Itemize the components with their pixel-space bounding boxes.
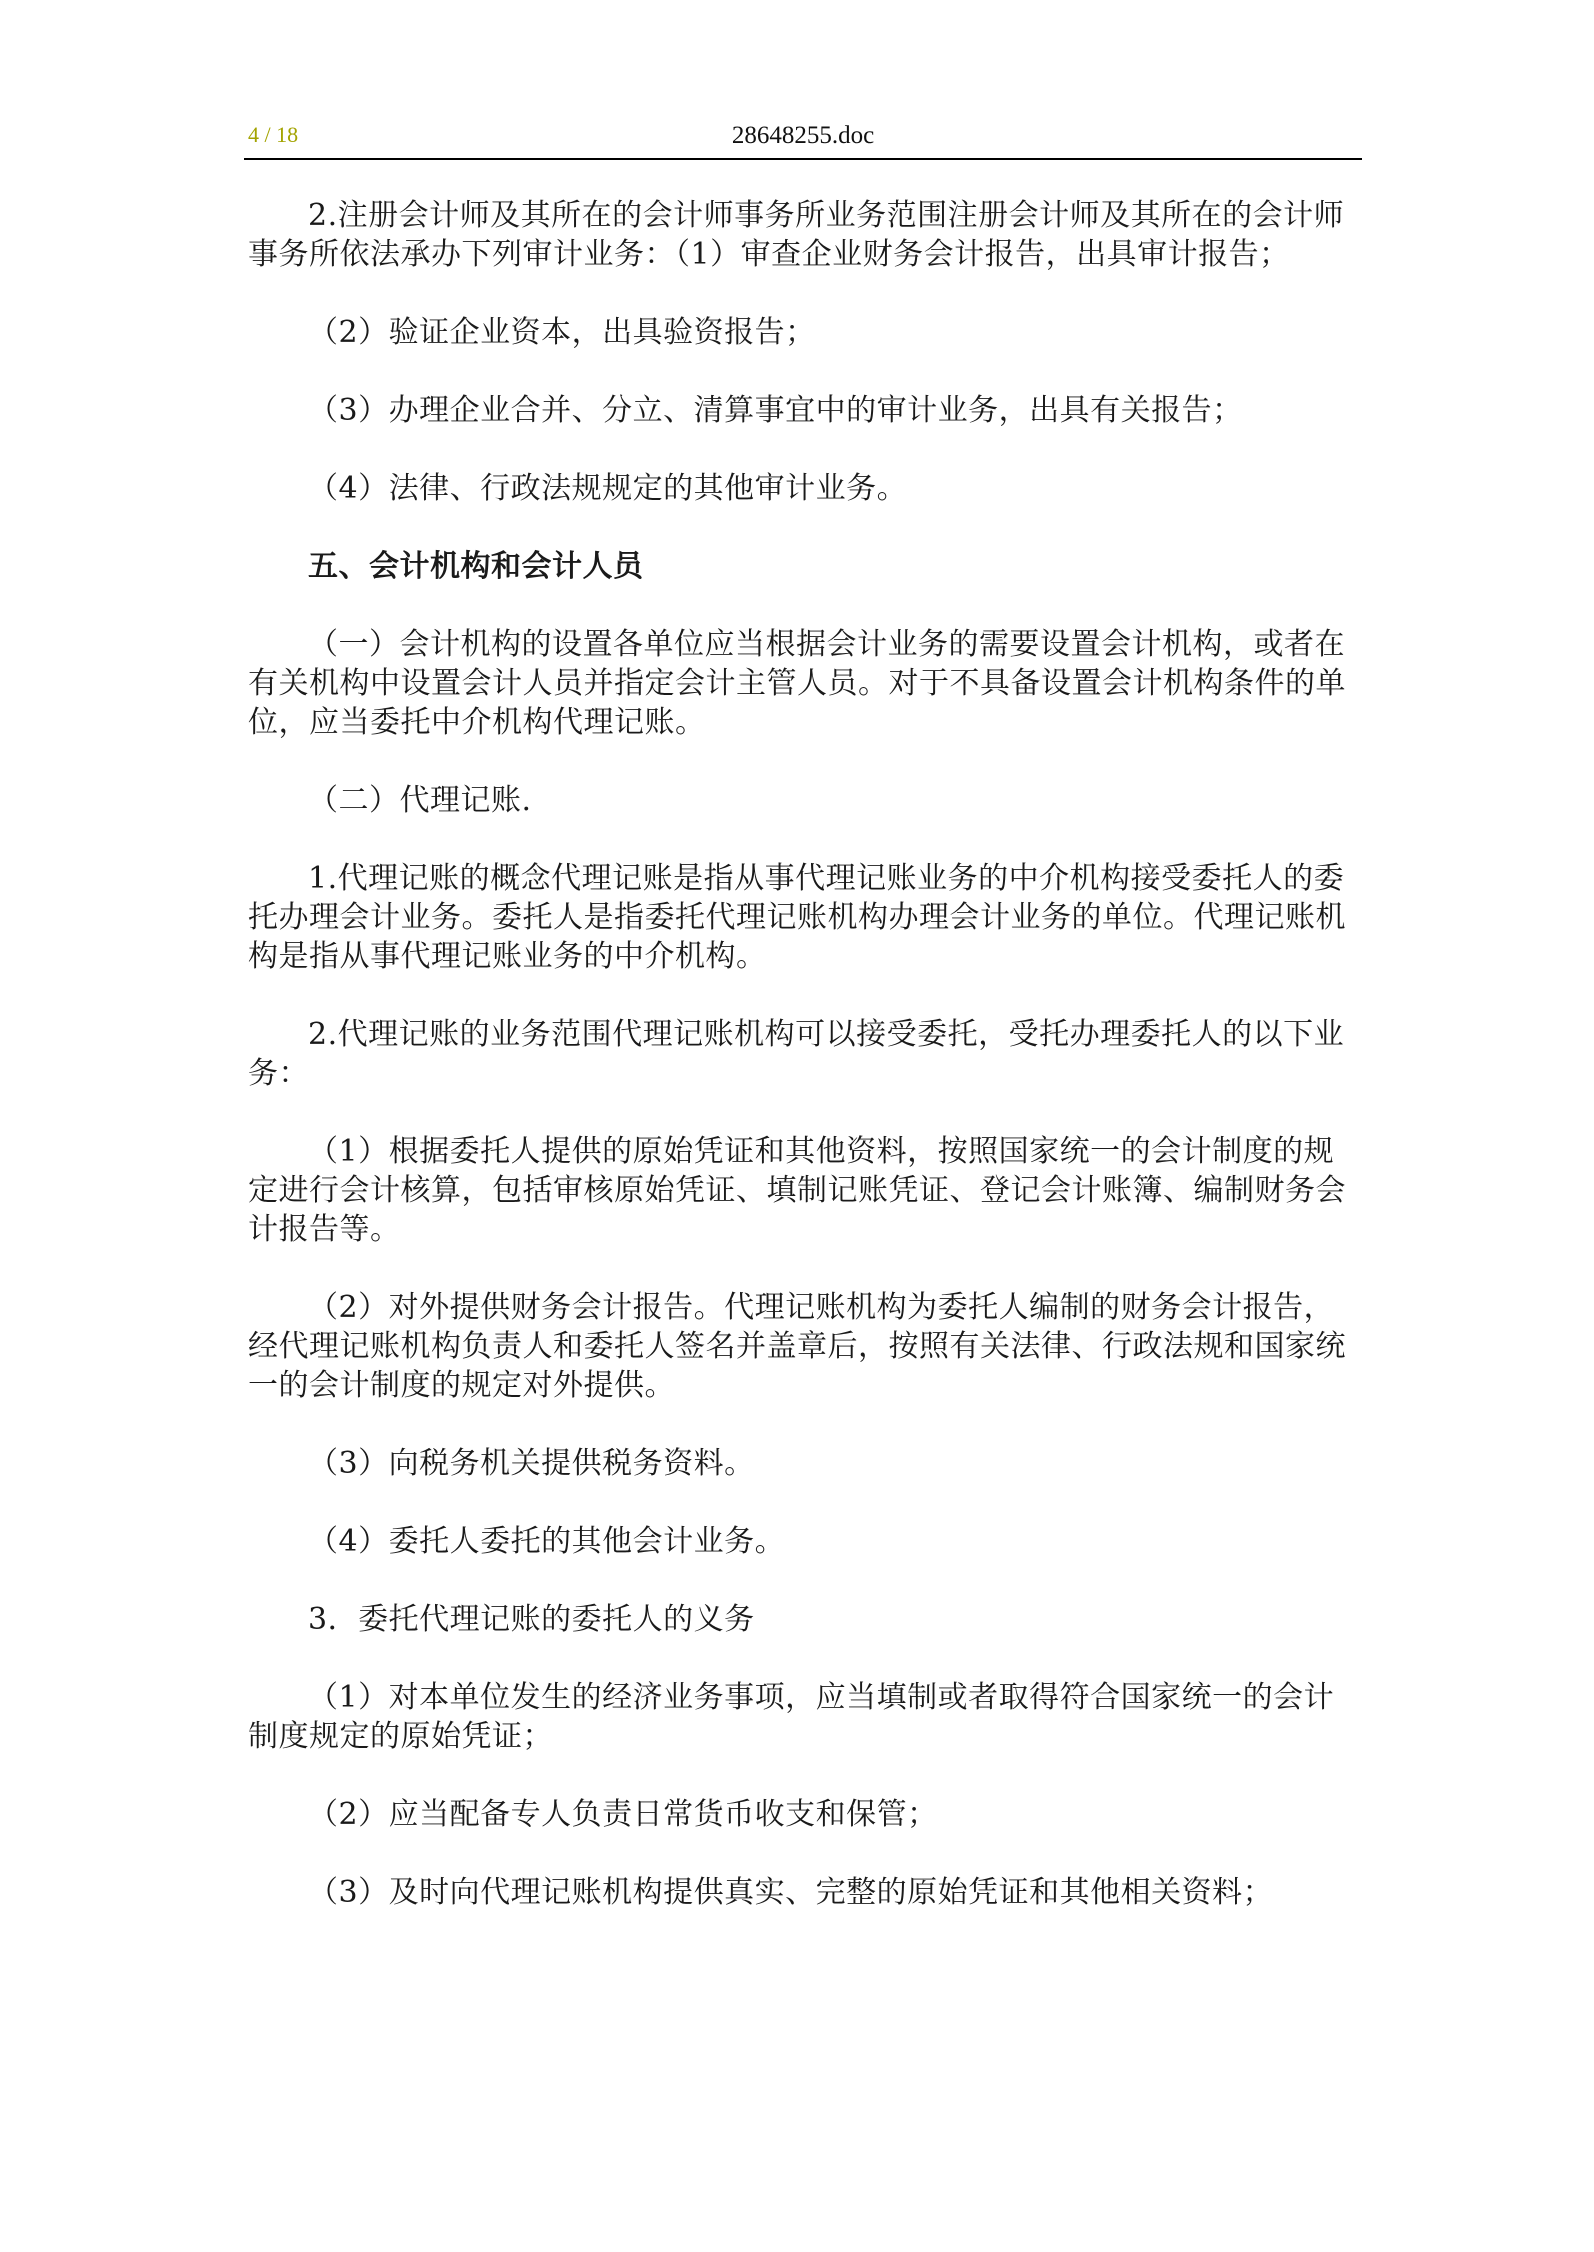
list-item: （3）办理企业合并、分立、清算事宜中的审计业务，出具有关报告； xyxy=(308,393,1243,428)
list-item: （1）根据委托人提供的原始凭证和其他资料，按照国家统一的会计制度的规定进行会计核算，包括审核原始凭证、填制记账凭证、登记会计账簿、编制财务会计报告等。 xyxy=(248,1134,1346,1247)
document-name: 28648255.doc xyxy=(731,122,875,149)
list-item: （4）委托人委托的其他会计业务。 xyxy=(308,1524,786,1559)
paragraph: 2.代理记账的业务范围代理记账机构可以接受委托，受托办理委托人的以下业务： xyxy=(248,1017,1345,1091)
paragraph: 2.注册会计师及其所在的会计师事务所业务范围注册会计师及其所在的会计师事务所依法承办下列审计业务：（1）审查企业财务会计报告，出具审计报告； xyxy=(248,198,1345,272)
list-item: （2）对外提供财务会计报告。代理记账机构为委托人编制的财务会计报告，经代理记账机构负责人和委托人签名并盖章后，按照有关法律、行政法规和国家统一的会计制度的规定对外提供。 xyxy=(248,1290,1346,1403)
list-item: （2）应当配备专人负责日常货币收支和保管； xyxy=(308,1797,938,1832)
list-item: （4）法律、行政法规规定的其他审计业务。 xyxy=(308,471,908,506)
paragraph: 3．委托代理记账的委托人的义务 xyxy=(308,1602,755,1637)
list-item: （1）对本单位发生的经济业务事项，应当填制或者取得符合国家统一的会计制度规定的原始凭证； xyxy=(248,1680,1335,1754)
list-item: （3）向税务机关提供税务资料。 xyxy=(308,1446,755,1481)
paragraph: 1.代理记账的概念代理记账是指从事代理记账业务的中介机构接受委托人的委托办理会计业务。委托人是指委托代理记账机构办理会计业务的单位。代理记账机构是指从事代理记账业务的中介机构。 xyxy=(248,861,1346,974)
page-header xyxy=(244,118,1362,160)
paragraph: （一）会计机构的设置各单位应当根据会计业务的需要设置会计机构，或者在有关机构中设置会计人员并指定会计主管人员。对于不具备设置会计机构条件的单位，应当委托中介机构代理记账。 xyxy=(248,627,1346,740)
subsection-heading: （二）代理记账. xyxy=(308,783,532,818)
page-indicator: 4 / 18 xyxy=(248,122,299,147)
document-body xyxy=(248,196,1346,1951)
list-item: （2）验证企业资本，出具验资报告； xyxy=(308,315,816,350)
list-item: （3）及时向代理记账机构提供真实、完整的原始凭证和其他相关资料； xyxy=(308,1875,1274,1910)
section-heading: 五、会计机构和会计人员 xyxy=(308,549,644,584)
